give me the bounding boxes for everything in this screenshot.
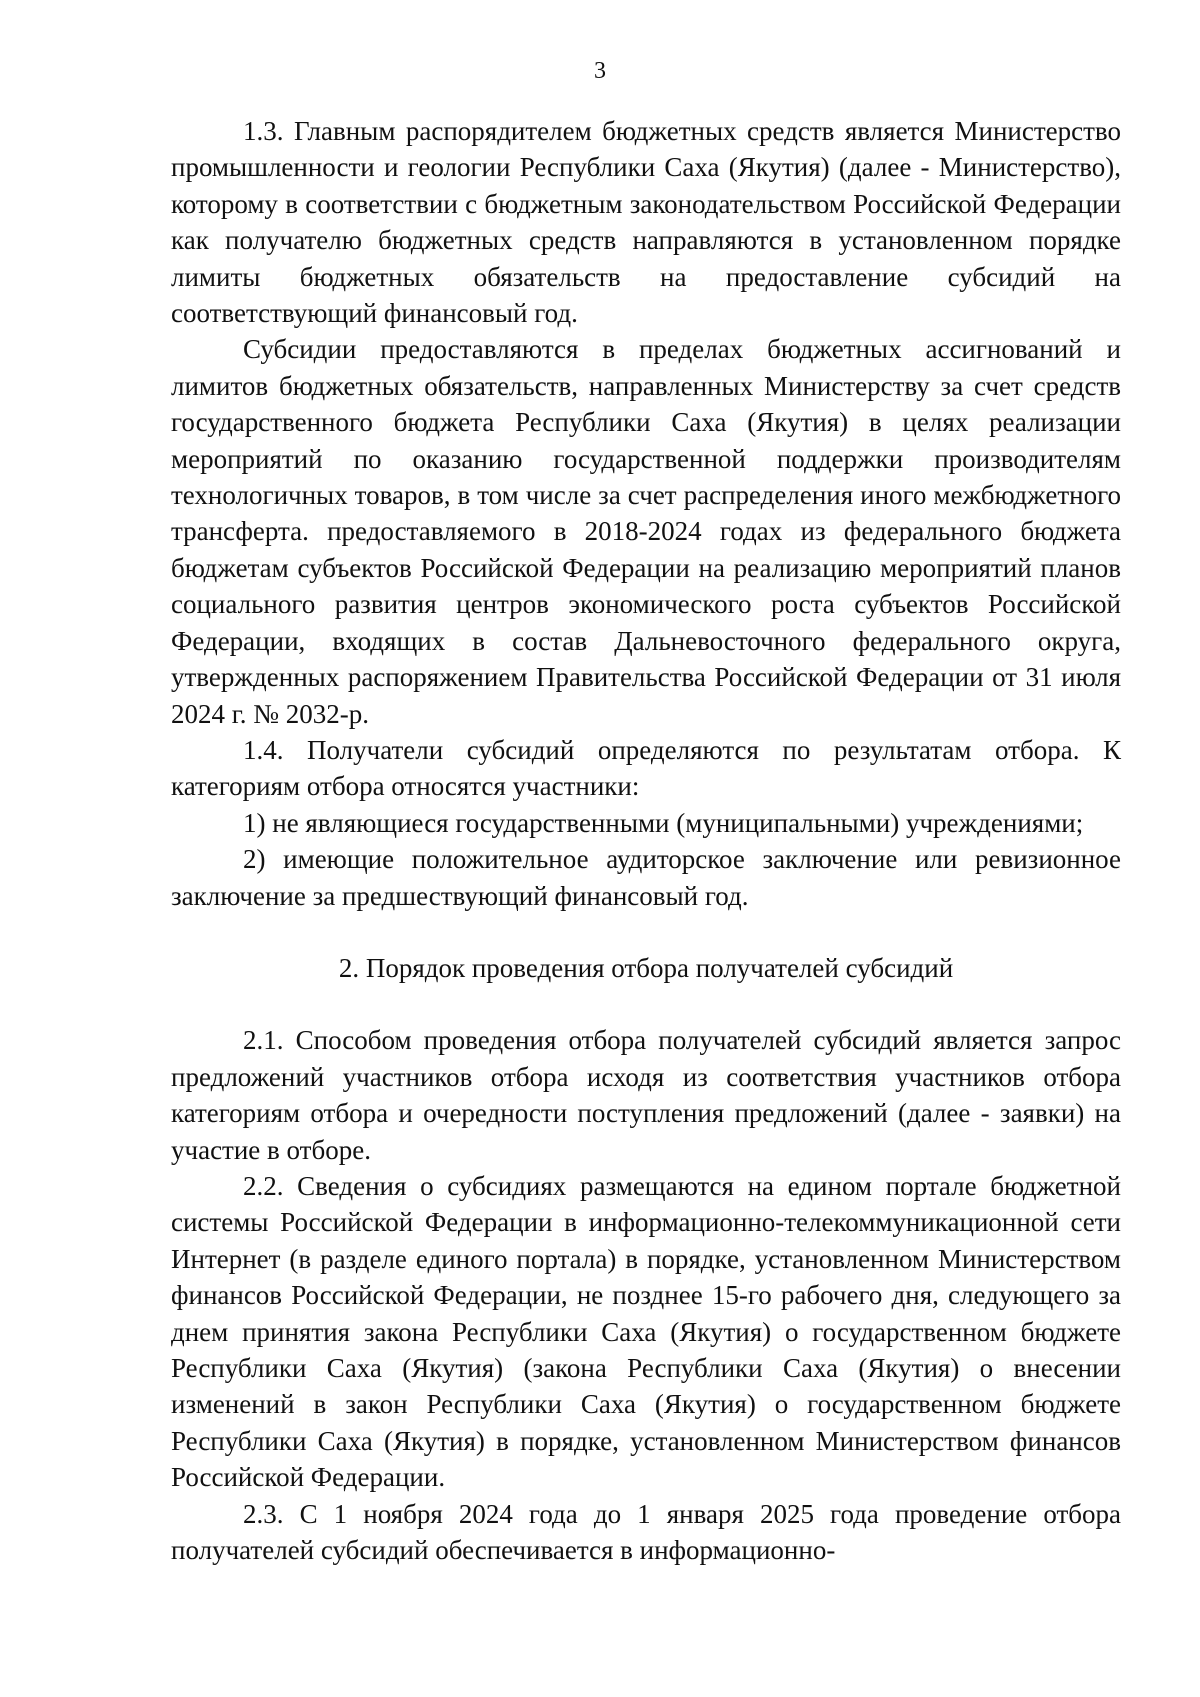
paragraph-2-1: 2.1. Способом проведения отбора получателей субсидий является запрос предложений участников отбора исходя из соответствия участников отбора категориям отбора и очередности поступления предложений (далее - заявки) на участие в отборе. (171, 1025, 1121, 1165)
paragraph-1-4: 1.4. Получатели субсидий определяются по результатам отбора. К категориям отбора относятся участники: (171, 734, 1121, 802)
section-2-heading: 2. Порядок проведения отбора получателей субсидий (338, 952, 954, 983)
paragraph-2-2: 2.2. Сведения о субсидиях размещаются на едином портале бюджетной системы Российской Федерации в информационно-телекоммуникационной сети Интернет (в разделе единого портала) в порядке, установленном Министерством финансов Российской Федерации, не позднее 15-го рабочего дня, следующего за днем принятия закона Республики Саха (Якутия) о государственном бюджете Республики Саха (Якутия) (закона Республики Саха (Якутия) о внесении изменений в закон Республики Саха (Якутия) о государственном бюджете Республики Саха (Якутия) в порядке, установленном Министерством финансов Российской Федерации. (171, 1170, 1121, 1493)
page-number: 3 (594, 58, 606, 84)
list-item-1: 1) не являющиеся государственными (муниципальными) учреждениями; (243, 807, 1084, 838)
paragraph-2-3: 2.3. С 1 ноября 2024 года до 1 января 2025 года проведение отбора получателей субсидий обеспечивается в информационно- (171, 1498, 1121, 1566)
paragraph-subsidies: Субсидии предоставляются в пределах бюджетных ассигнований и лимитов бюджетных обязательств, направленных Министерству за счет средств государственного бюджета Республики Саха (Якутия) в целях реализации мероприятий по оказанию государственной поддержки производителям технологичных товаров, в том числе за счет распределения иного межбюджетного трансферта. предоставляемого в 2018-2024 годах из федерального бюджета бюджетам субъектов Российской Федерации на реализацию мероприятий планов социального развития центров экономического роста субъектов Российской Федерации, входящих в состав Дальневосточного федерального округа, утвержденных распоряжением Правительства Российской Федерации от 31 июля 2024 г. № 2032-р. (171, 334, 1121, 729)
paragraph-1-3: 1.3. Главным распорядителем бюджетных средств является Министерство промышленности и геологии Республики Саха (Якутия) (далее - Министерство), которому в соответствии с бюджетным законодательством Российской Федерации как получателю бюджетных средств направляются в установленном порядке лимиты бюджетных обязательств на предоставление субсидий на соответствующий финансовый год. (171, 116, 1121, 329)
document-body (171, 113, 1121, 1568)
list-item-2: 2) имеющие положительное аудиторское заключение или ревизионное заключение за предшествующий финансовый год. (171, 844, 1121, 911)
